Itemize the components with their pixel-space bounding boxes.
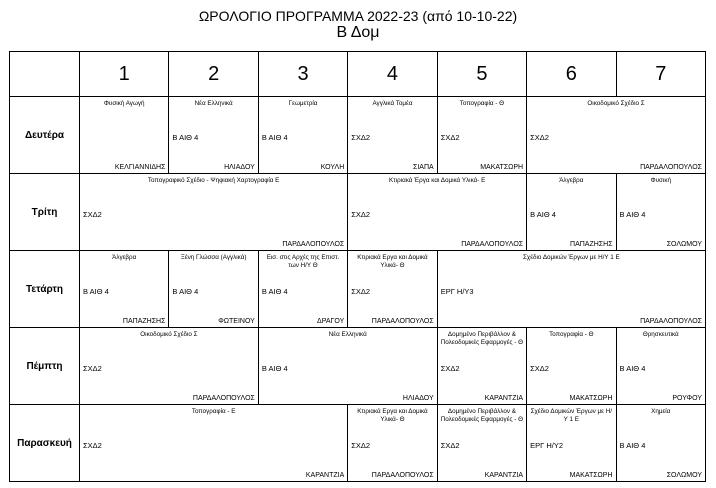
lesson-cell: [348, 405, 437, 482]
lesson-subject: Οικοδομικό Σχέδιο Σ: [140, 331, 198, 338]
lesson-subject: Τοπογραφία - Ε: [191, 408, 236, 415]
lesson-teacher: ΔΡΑΓΟΥ: [317, 318, 345, 325]
lesson-room: ΣΧΔ2: [530, 133, 549, 142]
lesson-cell: [348, 174, 527, 251]
lesson-room: ΣΧΔ2: [351, 133, 371, 142]
lesson-room: Β ΑΙΘ 4: [172, 287, 199, 296]
lesson-cell: [80, 97, 169, 174]
lesson-subject: Ξένη Γλώσσα (Αγγλικά): [180, 254, 247, 261]
lesson-cell: [258, 251, 347, 328]
day-label: Τετάρτη: [10, 251, 80, 328]
lesson-room: ΕΡΓ Η/Υ3: [440, 287, 474, 296]
lesson-cell: [348, 251, 437, 328]
lesson-cell: [437, 405, 526, 482]
lesson-subject: Άλγεβρα: [112, 254, 137, 261]
lesson-subject: Δομημένο Περιβάλλον & Πολεοδομικές Εφαρμογές - Θ: [440, 408, 524, 423]
lesson-teacher: ΜΑΚΑΤΣΩΡΗ: [569, 472, 613, 479]
lesson-subject: Νέα Ελληνικά: [194, 100, 233, 107]
lesson-subject: Δομημένο Περιβάλλον & Πολεοδομικές Εφαρμογές - Θ: [440, 331, 524, 346]
lesson-teacher: ΗΛΙΑΔΟΥ: [402, 395, 434, 402]
day-label: Πέμπτη: [10, 328, 80, 405]
lesson-cell: [437, 328, 526, 405]
lesson-cell: [80, 174, 348, 251]
lesson-teacher: ΣΙΑΠΑ: [413, 164, 434, 171]
lesson-subject: Θρησκευτικά: [642, 331, 679, 338]
lesson-room: ΣΧΔ2: [83, 364, 102, 373]
lesson-cell: [527, 405, 616, 482]
lesson-teacher: ΠΑΠΑΖΗΣΗΣ: [122, 318, 166, 325]
lesson-teacher: ΣΟΛΩΜΟΥ: [666, 241, 702, 248]
day-row: [10, 405, 706, 482]
lesson-subject: Αγγλικά Τομέα: [372, 100, 413, 107]
page-title: ΩΡΟΛΟΓΙΟ ΠΡΟΓΡΑΜΜΑ 2022-23 (από 10-10-22): [198, 8, 518, 24]
lesson-subject: Κτιριακά Έργα και Δομικά Υλικά- Ε: [389, 177, 486, 184]
day-label: Τρίτη: [10, 174, 80, 251]
lesson-subject: Σχέδιο Δομικών Έργων με Η/Υ 1 Ε: [523, 254, 620, 261]
lesson-room: Β ΑΙΘ 4: [261, 287, 288, 296]
lesson-cell: [616, 405, 705, 482]
lesson-subject: Χημεία: [651, 408, 671, 415]
lesson-teacher: ΦΩΤΕΙΝΟΥ: [218, 318, 255, 325]
lesson-cell: [616, 174, 705, 251]
header-row: [10, 52, 706, 97]
lesson-room: Β ΑΙΘ 4: [261, 364, 288, 373]
lesson-subject: Άλγεβρα: [559, 177, 584, 184]
period-header: 7: [616, 52, 705, 97]
period-header: 3: [258, 52, 347, 97]
lesson-subject: Οικοδομικό Σχέδιο Σ: [587, 100, 645, 107]
lesson-teacher: ΠΑΡΔΑΛΟΠΟΥΛΟΣ: [192, 395, 255, 402]
lesson-cell: [80, 251, 169, 328]
day-label: Παρασκευή: [10, 405, 80, 482]
lesson-room: Β ΑΙΘ 4: [530, 210, 556, 219]
lesson-subject: Φυσική: [650, 177, 671, 184]
lesson-subject: Κτιριακά Εργα και Δομικά Υλικά- Θ: [357, 254, 428, 269]
lesson-teacher: ΚΑΡΑΝΤΖΙΑ: [484, 395, 524, 402]
lesson-subject: Τοπογραφία - Θ: [459, 100, 505, 107]
period-header: 1: [80, 52, 169, 97]
timetable: [9, 51, 706, 482]
lesson-room: ΣΧΔ2: [83, 441, 102, 450]
lesson-teacher: ΠΑΡΔΑΛΟΠΟΥΛΟΣ: [640, 164, 702, 171]
lesson-cell: [169, 97, 258, 174]
lesson-teacher: ΠΑΡΔΑΛΟΠΟΥΛΟΣ: [371, 318, 434, 325]
lesson-teacher: ΠΑΡΔΑΛΟΠΟΥΛΟΣ: [282, 241, 345, 248]
lesson-teacher: ΚΑΡΑΝΤΖΙΑ: [484, 472, 524, 479]
lesson-cell: [437, 251, 705, 328]
lesson-cell: [169, 251, 258, 328]
lesson-room: Β ΑΙΘ 4: [83, 287, 109, 296]
lesson-teacher: ΠΑΠΑΖΗΣΗΣ: [570, 241, 613, 248]
lesson-room: Β ΑΙΘ 4: [619, 441, 646, 450]
period-header: 5: [437, 52, 526, 97]
day-row: [10, 251, 706, 328]
day-label: Δευτέρα: [10, 97, 80, 174]
lesson-cell: [258, 97, 347, 174]
lesson-room: Β ΑΙΘ 4: [619, 364, 646, 373]
day-row: [10, 174, 706, 251]
lesson-teacher: ΗΛΙΑΔΟΥ: [224, 164, 255, 171]
lesson-room: Β ΑΙΘ 4: [261, 133, 288, 142]
lesson-teacher: ΜΑΚΑΤΣΩΡΗ: [480, 164, 524, 171]
lesson-cell: [258, 328, 437, 405]
lesson-subject: Φυσική Αγωγή: [103, 100, 145, 107]
lesson-subject: Τοπογραφία - Θ: [549, 331, 594, 338]
lesson-subject: Εισ. στις Αρχές της Επιστ. των Η/Υ Θ: [266, 254, 340, 269]
lesson-teacher: ΠΑΡΔΑΛΟΠΟΥΛΟΣ: [640, 318, 702, 325]
lesson-room: ΣΧΔ2: [440, 133, 460, 142]
timetable-body: [10, 97, 706, 482]
lesson-cell: [80, 328, 259, 405]
lesson-teacher: ΣΟΛΩΜΟΥ: [666, 472, 702, 479]
lesson-cell: [527, 174, 616, 251]
lesson-teacher: ΠΑΡΔΑΛΟΠΟΥΛΟΣ: [371, 472, 434, 479]
lesson-subject: Τοπογραφικό Σχέδιο - Ψηφιακή Χαρτογραφία Ε: [147, 177, 280, 184]
lesson-teacher: ΡΟΥΦΟΥ: [672, 395, 702, 402]
lesson-subject: Σχέδιο Δομικών Έργων με Η/Υ 1 Ε: [530, 408, 613, 423]
lesson-cell: [348, 97, 437, 174]
class-subtitle: Β Δομ: [336, 24, 380, 41]
lesson-teacher: ΜΑΚΑΤΣΩΡΗ: [569, 395, 613, 402]
lesson-room: ΣΧΔ2: [351, 441, 371, 450]
lesson-subject: Νέα Ελληνικά: [328, 331, 367, 338]
lesson-teacher: ΚΟΥΛΗ: [320, 164, 345, 171]
lesson-teacher: ΚΑΡΑΝΤΖΙΑ: [305, 472, 345, 479]
lesson-room: ΣΧΔ2: [83, 210, 102, 219]
day-row: [10, 328, 706, 405]
lesson-subject: Κτιριακά Εργα και Δομικά Υλικά- Θ: [357, 408, 428, 423]
day-row: [10, 97, 706, 174]
lesson-room: ΕΡΓ Η/Υ2: [530, 441, 564, 450]
period-header: 4: [348, 52, 437, 97]
lesson-subject: Γεωμετρία: [288, 100, 318, 107]
lesson-room: Β ΑΙΘ 4: [619, 210, 646, 219]
period-header: 6: [527, 52, 616, 97]
lesson-room: ΣΧΔ2: [351, 210, 371, 219]
corner-cell: [10, 52, 80, 97]
lesson-room: ΣΧΔ2: [440, 441, 460, 450]
lesson-cell: [527, 328, 616, 405]
lesson-room: ΣΧΔ2: [530, 364, 549, 373]
lesson-cell: [437, 97, 526, 174]
lesson-room: ΣΧΔ2: [351, 287, 371, 296]
lesson-teacher: ΚΕΛΓΙΑΝΝΙΔΗΣ: [114, 164, 166, 171]
lesson-cell: [616, 328, 705, 405]
lesson-room: Β ΑΙΘ 4: [172, 133, 199, 142]
period-header: 2: [169, 52, 258, 97]
lesson-teacher: ΠΑΡΔΑΛΟΠΟΥΛΟΣ: [461, 241, 524, 248]
lesson-room: ΣΧΔ2: [440, 364, 460, 373]
lesson-cell: [527, 97, 706, 174]
lesson-cell: [80, 405, 348, 482]
